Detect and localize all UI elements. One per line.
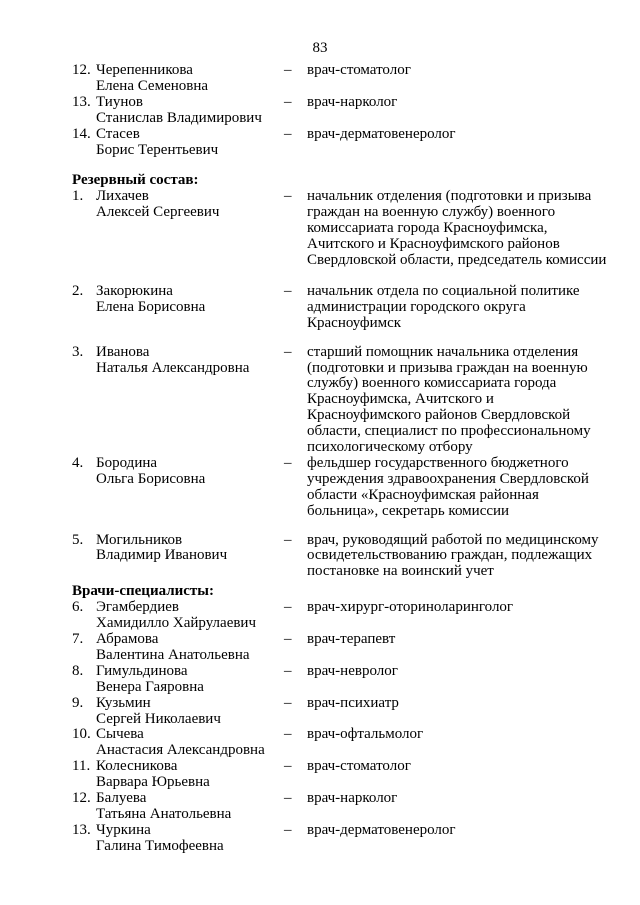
position-line: врач-нарколог bbox=[307, 93, 398, 110]
given-names: Сергей Николаевич bbox=[96, 710, 221, 727]
list-item bbox=[72, 759, 612, 791]
item-number: 13. bbox=[72, 821, 91, 838]
member-position bbox=[307, 456, 612, 520]
member-position bbox=[307, 823, 612, 855]
reserve-member-list bbox=[72, 189, 612, 580]
member-position bbox=[307, 632, 612, 664]
member-position bbox=[307, 284, 612, 332]
surname: Иванова bbox=[96, 343, 150, 360]
position-line: начальник отдела по социальной политике bbox=[307, 282, 580, 299]
dash-separator: – bbox=[284, 758, 292, 775]
member-position bbox=[307, 791, 612, 823]
member-position bbox=[307, 727, 612, 759]
member-name bbox=[96, 791, 280, 823]
member-name bbox=[96, 189, 280, 269]
position-line: врач-офтальмолог bbox=[307, 726, 424, 743]
surname: Абрамова bbox=[96, 631, 159, 647]
position-line: комиссариата города Красноуфимска, bbox=[307, 220, 548, 237]
item-number: 7. bbox=[72, 631, 84, 647]
list-item bbox=[72, 127, 612, 159]
item-number: 4. bbox=[72, 454, 84, 471]
list-item bbox=[72, 95, 612, 127]
dash-separator: – bbox=[284, 454, 292, 471]
member-name bbox=[96, 823, 280, 855]
position-line: Ачитского и Красноуфимского районов bbox=[307, 236, 560, 253]
position-line: врач-терапевт bbox=[307, 631, 396, 647]
member-position bbox=[307, 759, 612, 791]
item-number: 10. bbox=[72, 726, 91, 743]
given-names: Венера Гаяровна bbox=[96, 678, 204, 695]
member-position bbox=[307, 189, 612, 269]
list-item bbox=[72, 284, 612, 332]
position-line: психологическому отбору bbox=[307, 439, 473, 456]
position-line: врач, руководящий работой по медицинскому bbox=[307, 531, 599, 548]
dash-separator: – bbox=[284, 93, 292, 110]
position-line: врач-нарколог bbox=[307, 790, 398, 807]
position-line: Красноуфимска, Ачитского и bbox=[307, 391, 494, 408]
surname: Бородина bbox=[96, 454, 158, 471]
position-line: (подготовки и призыва граждан на военную bbox=[307, 359, 588, 376]
position-line: Красноуфимского районов Свердловской bbox=[307, 407, 571, 424]
position-line: больница», секретарь комиссии bbox=[307, 502, 510, 519]
given-names: Станислав Владимирович bbox=[96, 109, 262, 126]
member-name bbox=[96, 345, 280, 456]
item-number: 13. bbox=[72, 93, 91, 110]
member-position bbox=[307, 600, 612, 632]
item-number: 1. bbox=[72, 188, 84, 205]
list-item bbox=[72, 632, 612, 664]
given-names: Наталья Александровна bbox=[96, 359, 250, 376]
given-names: Валентина Анатольевна bbox=[96, 646, 250, 663]
member-name bbox=[96, 759, 280, 791]
position-line: Красноуфимск bbox=[307, 314, 402, 331]
position-line: врач-психиатр bbox=[307, 694, 399, 711]
position-line: врач-дерматовенеролог bbox=[307, 125, 456, 142]
item-number: 12. bbox=[72, 790, 91, 807]
position-line: старший помощник начальника отделения bbox=[307, 343, 579, 360]
given-names: Елена Борисовна bbox=[96, 298, 206, 315]
given-names: Варвара Юрьевна bbox=[96, 774, 210, 791]
position-line: администрации городского округа bbox=[307, 298, 526, 315]
surname: Эгамбердиев bbox=[96, 599, 179, 616]
list-item bbox=[72, 345, 612, 456]
doctors-member-list bbox=[72, 600, 612, 855]
surname: Гимульдинова bbox=[96, 662, 188, 679]
reserve-heading: Резервный состав: bbox=[72, 172, 199, 189]
position-line: врач-дерматовенеролог bbox=[307, 821, 456, 838]
position-line: начальник отделения (подготовки и призыва bbox=[307, 188, 592, 205]
dash-separator: – bbox=[284, 282, 292, 299]
dash-separator: – bbox=[284, 343, 292, 360]
dash-separator: – bbox=[284, 694, 292, 711]
member-name bbox=[96, 127, 280, 159]
member-name bbox=[96, 600, 280, 632]
given-names: Борис Терентьевич bbox=[96, 141, 219, 158]
page-number: 83 bbox=[312, 40, 328, 56]
item-number: 8. bbox=[72, 662, 84, 679]
given-names: Хамидилло Хайрулаевич bbox=[96, 615, 257, 632]
given-names: Алексей Сергеевич bbox=[96, 204, 220, 221]
dash-separator: – bbox=[284, 631, 292, 647]
surname: Кузьмин bbox=[96, 694, 151, 711]
main-member-list bbox=[72, 63, 612, 158]
list-item bbox=[72, 696, 612, 728]
given-names: Татьяна Анатольевна bbox=[96, 805, 232, 822]
position-line: Свердловской области, председатель комиссии bbox=[307, 251, 607, 268]
position-line: граждан на военную службу) военного bbox=[307, 204, 556, 221]
given-names: Владимир Иванович bbox=[96, 547, 228, 564]
given-names: Елена Семеновна bbox=[96, 77, 209, 94]
dash-separator: – bbox=[284, 726, 292, 743]
item-number: 12. bbox=[72, 62, 91, 78]
member-position bbox=[307, 696, 612, 728]
list-item bbox=[72, 791, 612, 823]
position-line: врач-стоматолог bbox=[307, 758, 411, 775]
list-item bbox=[72, 600, 612, 632]
list-item bbox=[72, 533, 612, 581]
member-name bbox=[96, 95, 280, 127]
item-number: 5. bbox=[72, 531, 84, 548]
list-item bbox=[72, 727, 612, 759]
position-line: постановке на воинский учет bbox=[307, 563, 494, 580]
position-line: области, специалист по профессиональному bbox=[307, 423, 591, 440]
item-number: 6. bbox=[72, 599, 84, 616]
list-item bbox=[72, 63, 612, 95]
item-number: 11. bbox=[72, 758, 91, 775]
member-position bbox=[307, 63, 612, 95]
member-position bbox=[307, 127, 612, 159]
list-item bbox=[72, 456, 612, 520]
member-position bbox=[307, 345, 612, 456]
position-line: врач-невролог bbox=[307, 662, 398, 679]
dash-separator: – bbox=[284, 662, 292, 679]
member-name bbox=[96, 63, 280, 95]
position-line: врач-стоматолог bbox=[307, 62, 411, 78]
member-name bbox=[96, 696, 280, 728]
given-names: Ольга Борисовна bbox=[96, 470, 206, 487]
surname: Стасев bbox=[96, 125, 140, 142]
commission-list bbox=[72, 63, 612, 855]
given-names: Галина Тимофеевна bbox=[96, 837, 224, 854]
member-name bbox=[96, 664, 280, 696]
member-position bbox=[307, 533, 612, 581]
surname: Балуева bbox=[96, 790, 147, 807]
position-line: врач-хирург-оториноларинголог bbox=[307, 599, 514, 616]
dash-separator: – bbox=[284, 531, 292, 548]
position-line: службу) военного комиссариата города bbox=[307, 375, 557, 392]
surname: Колесникова bbox=[96, 758, 178, 775]
position-line: освидетельствованию граждан, подлежащих bbox=[307, 547, 593, 564]
member-name bbox=[96, 284, 280, 332]
dash-separator: – bbox=[284, 790, 292, 807]
member-position bbox=[307, 664, 612, 696]
surname: Чуркина bbox=[96, 821, 151, 838]
given-names: Анастасия Александровна bbox=[96, 742, 265, 759]
dash-separator: – bbox=[284, 62, 292, 78]
surname: Могильников bbox=[96, 531, 183, 548]
dash-separator: – bbox=[284, 188, 292, 205]
member-name bbox=[96, 456, 280, 520]
surname: Лихачев bbox=[96, 188, 149, 205]
dash-separator: – bbox=[284, 125, 292, 142]
surname: Тиунов bbox=[96, 93, 143, 110]
position-line: учреждения здравоохранения Свердловской bbox=[307, 470, 589, 487]
list-item bbox=[72, 189, 612, 269]
member-name bbox=[96, 727, 280, 759]
member-position bbox=[307, 95, 612, 127]
dash-separator: – bbox=[284, 599, 292, 616]
position-line: фельдшер государственного бюджетного bbox=[307, 454, 569, 471]
item-number: 14. bbox=[72, 125, 91, 142]
surname: Сычева bbox=[96, 726, 144, 743]
item-number: 3. bbox=[72, 343, 84, 360]
surname: Черепенникова bbox=[96, 62, 193, 78]
list-item bbox=[72, 823, 612, 855]
member-name bbox=[96, 533, 280, 581]
list-item bbox=[72, 664, 612, 696]
doctors-heading: Врачи-специалисты: bbox=[72, 583, 215, 600]
position-line: области «Красноуфимская районная bbox=[307, 486, 539, 503]
item-number: 9. bbox=[72, 694, 84, 711]
surname: Закорюкина bbox=[96, 282, 173, 299]
item-number: 2. bbox=[72, 282, 84, 299]
member-name bbox=[96, 632, 280, 664]
dash-separator: – bbox=[284, 821, 292, 838]
